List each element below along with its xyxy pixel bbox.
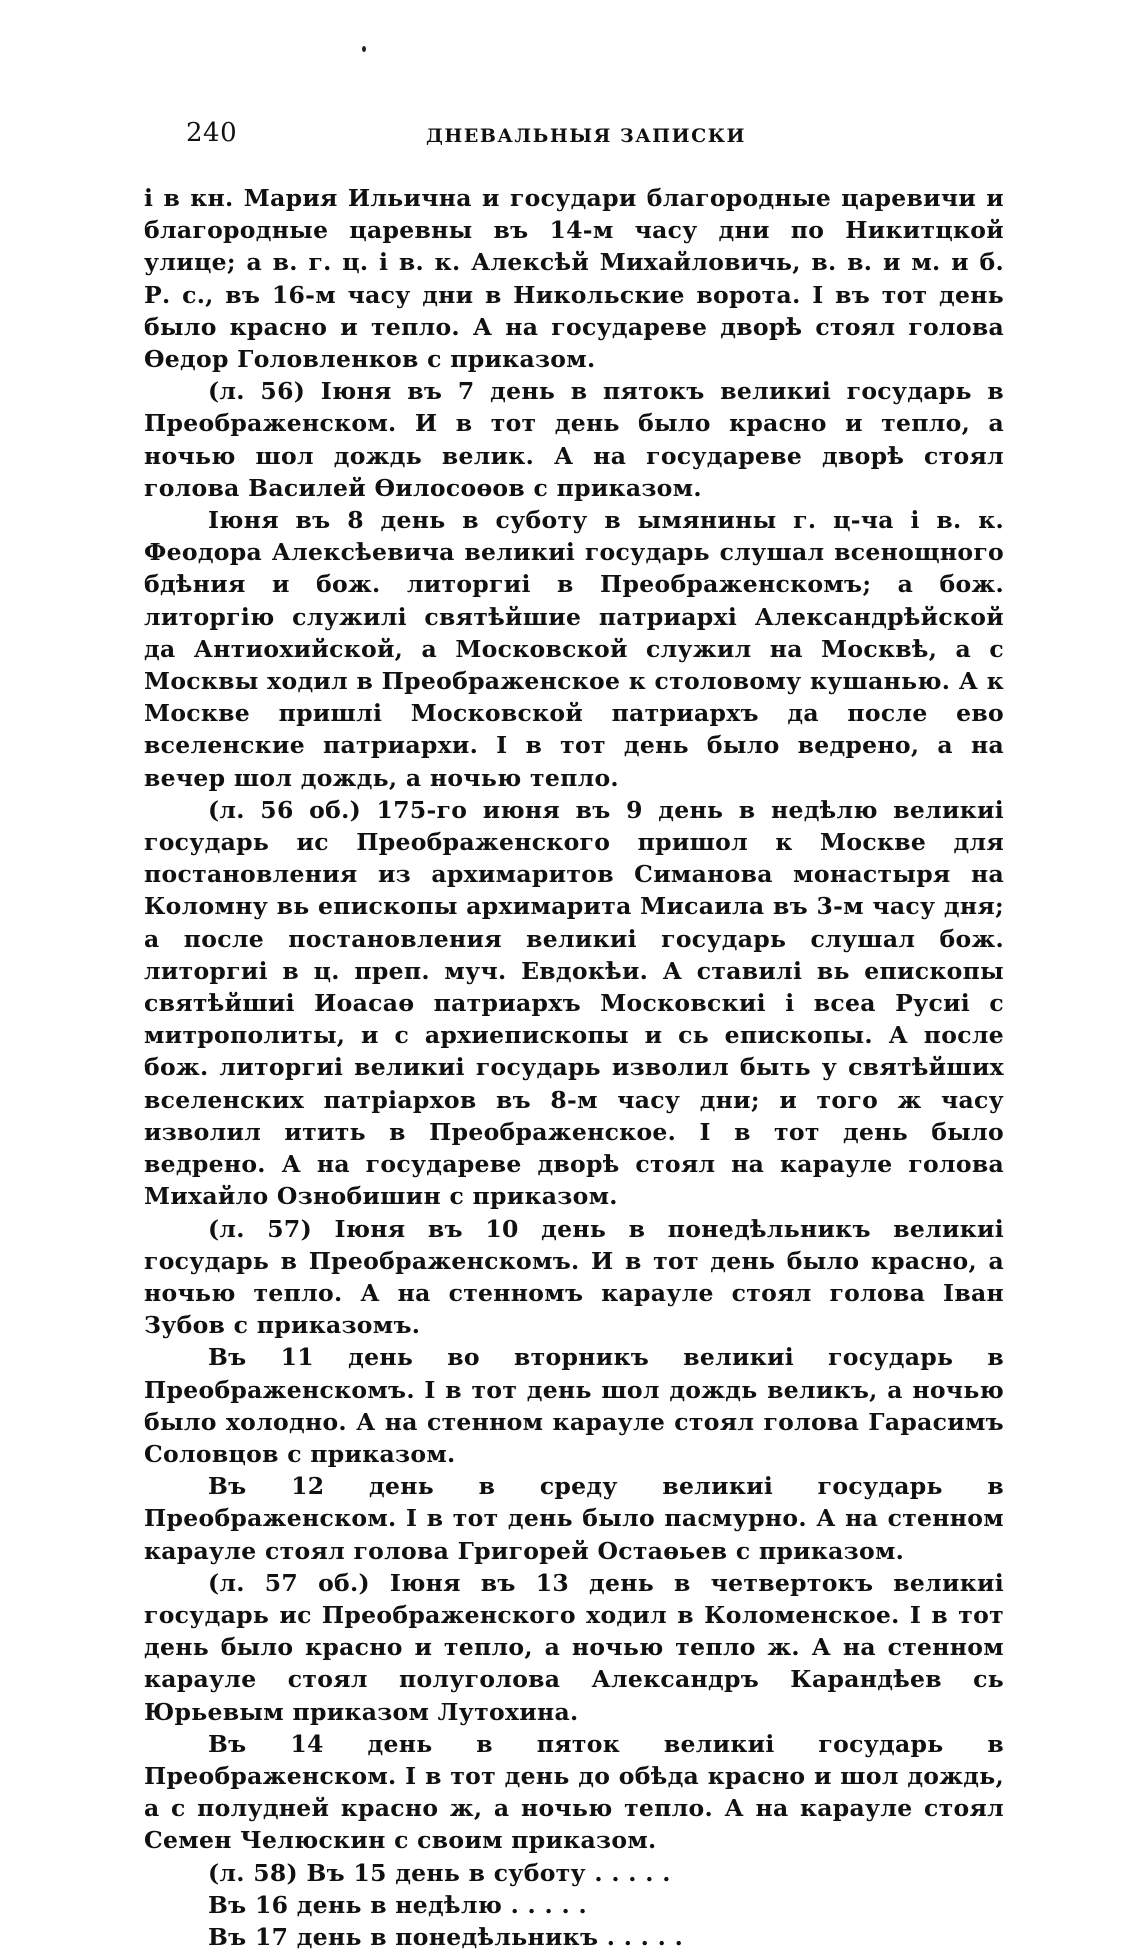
paragraph-june-11: Въ 11 день во вторникъ великиі государь в Преображенскомъ. І в тот день шол дождь великъ, а ночью было холодно. А на стенном карауле стоял голова Гарасимъ Соловцов с приказом. [144,1343,1004,1468]
running-title: ДНЕВАЛЬНЫЯ ЗАПИСКИ [426,125,746,147]
ink-speck [362,46,366,52]
paragraph-june-9: (л. 56 об.) 175-го июня въ 9 день в недѣлю великиі государь ис Преображенского пришол к Москве для постановления из архимаритов Симанова монастыря на Коломну вь епископы архимарита Мисаила въ 3-м часу дня; а после постановления великиі государь слушал бож. литоргиі в ц. преп. муч. Евдокѣи. А ставилі вь епископы святѣйшиі Иоасаө патриархъ Московскиі і всеа Русиі с митрополиты, и с архиепископы и сь епископы. А после бож. литоргиі великиі государь изволил быть у святѣйших вселенских патріархов въ 8-м часу дни; и того ж часу изволил итить в Преображенское. І в тот день было ведрено. А на государеве дворѣ стоял на карауле голова Михайло Ознобишин с приказом. [144,795,1004,1211]
paragraph-june-7: (л. 56) Іюня въ 7 день в пятокъ великиі государь в Преображенском. И в тот день было красно и тепло, а ночью шол дождь велик. А на государеве дворѣ стоял голова Василей Өилосоөов с приказом. [144,377,1004,502]
body-text [144,182,1004,1953]
paragraph-june-13: (л. 57 об.) Іюня въ 13 день в четвертокъ великиі государь ис Преображенского ходил в Коломенское. І в тот день было красно и тепло, а ночью тепло ж. А на стенном карауле стоял полуголова Александръ Карандѣев сь Юрьевым приказом Лутохина. [144,1568,1004,1726]
paragraph-continuation: і в кн. Мария Ильична и государи благородные царевичи и благородные царевны въ 14-м часу дни по Никитцкой улице; а в. г. ц. і в. к. Алексѣй Михайловичь, в. в. и м. и б. Р. с., въ 16-м часу дни в Никольские ворота. І въ тот день было красно и тепло. А на государеве дворѣ стоял голова Өедор Головленков с приказом. [144,184,1004,374]
paragraph-june-14: Въ 14 день в пяток великиі государь в Преображенском. І в тот день до обѣда красно и шол дождь, а с полудней красно ж, а ночью тепло. А на карауле стоял Семен Челюскин с своим приказом. [144,1729,1004,1855]
page-number: 240 [186,118,238,148]
entry-june-15: (л. 58) Въ 15 день в суботу . . . . . [208,1858,671,1887]
entry-june-17: Въ 17 день в понедѣльникъ . . . . . [208,1922,684,1951]
paragraph-june-10: (л. 57) Іюня въ 10 день в понедѣльникъ великиі государь в Преображенскомъ. И в тот день было красно, а ночью тепло. А на стенномъ карауле стоял голова Іван Зубов с приказомъ. [144,1214,1004,1340]
entry-june-16: Въ 16 день в недѣлю . . . . . [208,1890,587,1919]
page-header [186,118,1004,158]
paragraph-june-12: Въ 12 день в среду великиі государь в Преображенском. І в тот день было пасмурно. А на стенном карауле стоял голова Григорей Остаөьев с приказом. [144,1472,1004,1565]
paragraph-june-8: Іюня въ 8 день в суботу в ымянины г. ц-ча і в. к. Феодора Алексѣевича великиі государь слушал всенощного бдѣния и бож. литоргиі в Преображенскомъ; а бож. литоргію служилі святѣйшие патриархі Александрѣйской да Антиохийской, а Московской служил на Москвѣ, а с Москвы ходил в Преображенское к столовому кушанью. А к Москве пришлі Московской патриархъ да после ево вселенские патриархи. І в тот день было ведрено, а на вечер шол дождь, а ночью тепло. [144,506,1004,792]
